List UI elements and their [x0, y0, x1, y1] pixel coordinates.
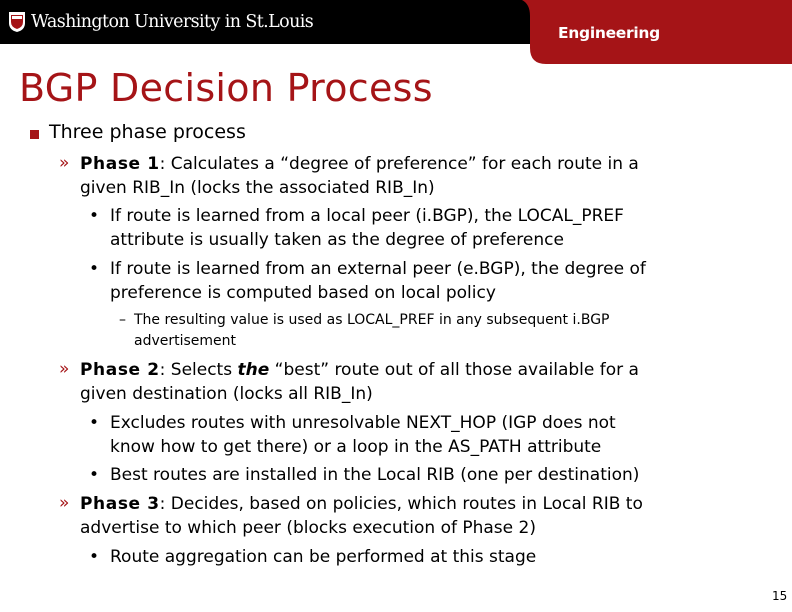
phase1-line-a-rest: : Calculates a “degree of preference” for each route in a [159, 154, 639, 174]
phase2-line-a-mid: : Selects [159, 360, 238, 380]
phase1-line-a [80, 154, 639, 174]
slide-title: BGP Decision Process [19, 66, 433, 110]
dot-bullet-icon: • [89, 547, 100, 567]
phase3-line-b: advertise to which peer (blocks execution of Phase 2) [80, 518, 536, 538]
phase3-bullet1: Route aggregation can be performed at this stage [110, 547, 537, 567]
phase2-line-b: given destination (locks all RIB_In) [80, 384, 373, 404]
raquo-bullet-icon: » [59, 493, 70, 513]
phase2-bullet2: Best routes are installed in the Local RIB (one per destination) [110, 465, 640, 485]
phase2-line-a-rest: “best” route out of all those available for a [269, 360, 639, 380]
department-label: Engineering [558, 24, 660, 42]
phase1-line-b: given RIB_In (locks the associated RIB_In) [80, 178, 435, 198]
phase2-label: Phase 2 [80, 360, 160, 380]
raquo-bullet-icon: » [59, 359, 70, 379]
phase1-sub-a: The resulting value is used as LOCAL_PREF in any subsequent i.BGP [134, 312, 610, 328]
dot-bullet-icon: • [89, 259, 100, 279]
dash-bullet-icon: – [119, 312, 126, 328]
phase2-line-a [80, 360, 639, 380]
square-bullet-icon [30, 130, 39, 139]
phase1-sub-b: advertisement [134, 333, 237, 349]
dot-bullet-icon: • [89, 413, 100, 433]
phase1-bullet1-b: attribute is usually taken as the degree of preference [110, 230, 564, 250]
phase2-bullet1-b: know how to get there) or a loop in the AS_PATH attribute [110, 437, 602, 457]
phase2-bullet1-a: Excludes routes with unresolvable NEXT_HOP (IGP does not [110, 413, 616, 433]
phase2-line-a-the: the [237, 360, 270, 380]
dot-bullet-icon: • [89, 206, 100, 226]
university-name: Washington University in St.Louis [31, 12, 314, 32]
phase3-label: Phase 3 [80, 494, 160, 514]
phase3-line-a-rest: : Decides, based on policies, which routes in Local RIB to [159, 494, 643, 514]
phase1-bullet2-b: preference is computed based on local policy [110, 283, 496, 303]
phase1-bullet2-a: If route is learned from an external peer (e.BGP), the degree of [110, 259, 646, 279]
dot-bullet-icon: • [89, 465, 100, 485]
phase3-line-a [80, 494, 643, 514]
phase1-bullet1-a: If route is learned from a local peer (i.BGP), the LOCAL_PREF [110, 206, 624, 226]
phase1-label: Phase 1 [80, 154, 160, 174]
level1-text: Three phase process [49, 121, 246, 143]
page-number: 15 [772, 589, 788, 603]
raquo-bullet-icon: » [59, 153, 70, 173]
